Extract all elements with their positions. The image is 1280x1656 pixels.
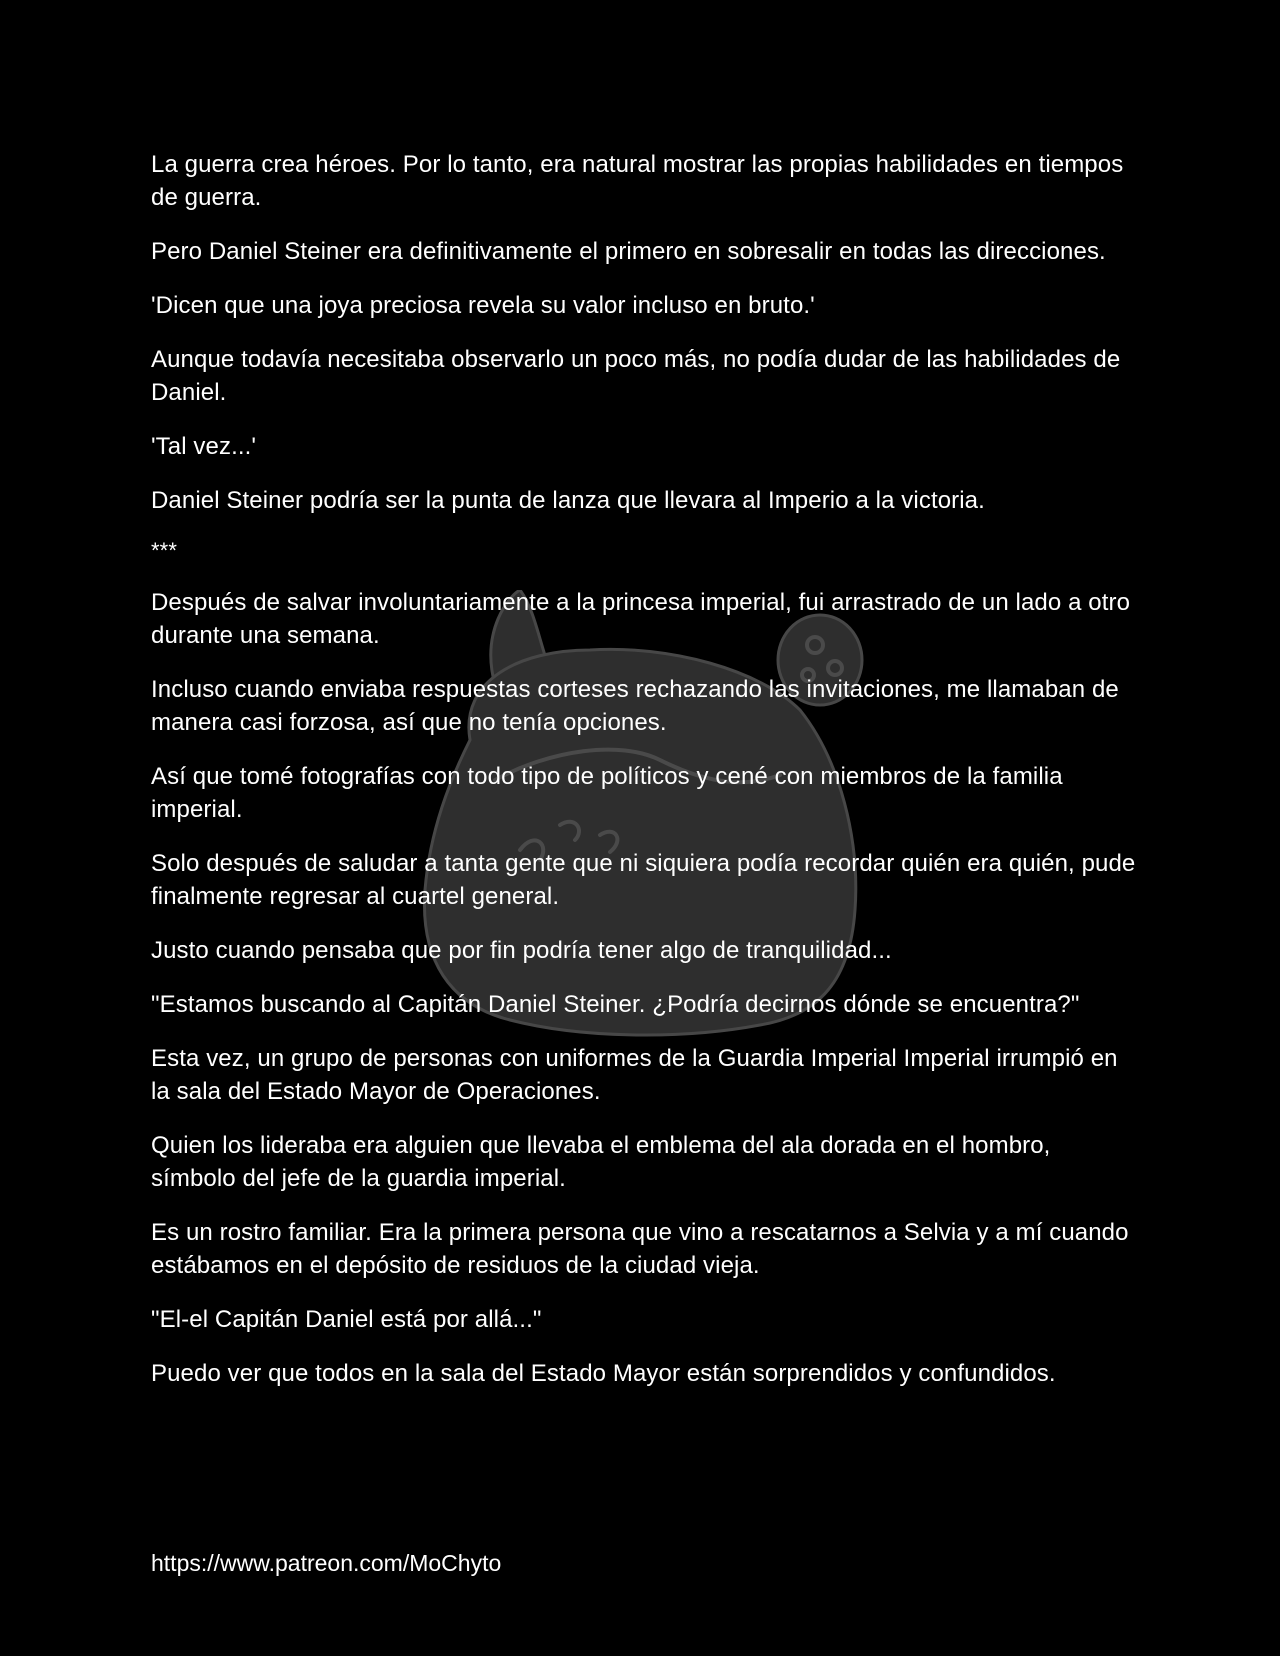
paragraph: "Estamos buscando al Capitán Daniel Steiner. ¿Podría decirnos dónde se encuentra?": [151, 991, 1080, 1018]
paragraph: 'Tal vez...': [151, 433, 257, 460]
paragraph: Esta vez, un grupo de personas con uniformes de la Guardia Imperial Imperial irrumpió en la sala del Estado Mayor de Operaciones.: [151, 1045, 1118, 1105]
paragraph: Puedo ver que todos en la sala del Estado Mayor están sorprendidos y confundidos.: [151, 1360, 1056, 1387]
paragraph: La guerra crea héroes. Por lo tanto, era natural mostrar las propias habilidades en tiempos de guerra.: [151, 151, 1124, 211]
paragraph: Aunque todavía necesitaba observarlo un poco más, no podía dudar de las habilidades de Daniel.: [151, 346, 1121, 406]
paragraph: Daniel Steiner podría ser la punta de lanza que llevara al Imperio a la victoria.: [151, 487, 985, 514]
paragraph: Después de salvar involuntariamente a la princesa imperial, fui arrastrado de un lado a otro durante una semana.: [151, 589, 1131, 649]
paragraph: Quien los lideraba era alguien que llevaba el emblema del ala dorada en el hombro, símbolo del jefe de la guardia imperial.: [151, 1132, 1051, 1192]
chapter-text: [151, 148, 1136, 1411]
paragraph: Solo después de saludar a tanta gente que ni siquiera podía recordar quién era quién, pude finalmente regresar al cuartel general.: [151, 850, 1136, 910]
paragraph: Incluso cuando enviaba respuestas corteses rechazando las invitaciones, me llamaban de manera casi forzosa, así que no tenía opciones.: [151, 676, 1119, 736]
paragraph: Pero Daniel Steiner era definitivamente el primero en sobresalir en todas las direcciones.: [151, 238, 1106, 265]
paragraph: "El-el Capitán Daniel está por allá...": [151, 1306, 542, 1333]
paragraph: Así que tomé fotografías con todo tipo de políticos y cené con miembros de la familia imperial.: [151, 763, 1063, 823]
patreon-link[interactable]: https://www.patreon.com/MoChyto: [151, 1550, 502, 1576]
scene-separator: ***: [151, 538, 177, 563]
paragraph: Es un rostro familiar. Era la primera persona que vino a rescatarnos a Selvia y a mí cuando estábamos en el depósito de residuos de la ciudad vieja.: [151, 1219, 1129, 1279]
paragraph: Justo cuando pensaba que por fin podría tener algo de tranquilidad...: [151, 937, 892, 964]
paragraph: 'Dicen que una joya preciosa revela su valor incluso en bruto.': [151, 292, 815, 319]
